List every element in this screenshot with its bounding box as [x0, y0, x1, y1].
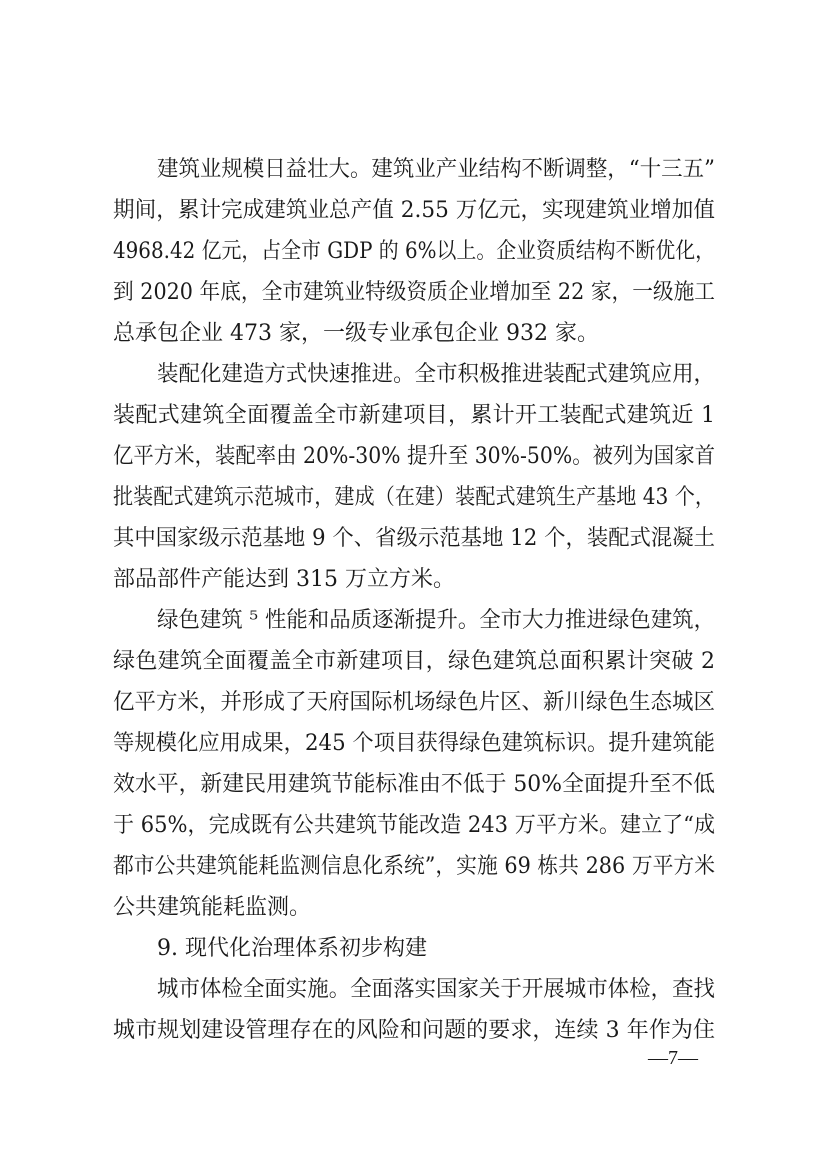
text-line-4: 到 2020 年底，全市建筑业特级资质企业增加至 22 家，一级施工: [113, 280, 715, 305]
section-heading: 9. 现代化治理体系初步构建: [157, 936, 427, 961]
text-line-6: 装配化建造方式快速推进。全市积极推进装配式建筑应用，: [157, 362, 715, 387]
text-line-5: 总承包企业 473 家，一级专业承包企业 932 家。: [113, 321, 599, 346]
text-line-15: 等规模化应用成果，245 个项目获得绿色建筑标识。提升建筑能: [113, 731, 715, 756]
text-line-17: 于 65%，完成既有公共建筑节能改造 243 万平方米。建立了“成: [113, 813, 715, 838]
text-line-2: 期间，累计完成建筑业总产值 2.55 万亿元，实现建筑业增加值: [113, 198, 715, 223]
text-line-11: 部品部件产能达到 315 万立方米。: [113, 567, 455, 592]
text-line-18: 都市公共建筑能耗监测信息化系统”，实施 69 栋共 286 万平方米: [113, 854, 715, 879]
text-line-16: 效水平，新建民用建筑节能标准由不低于 50%全面提升至不低: [113, 772, 715, 797]
text-line-12: 绿色建筑 ⁵ 性能和品质逐渐提升。全市大力推进绿色建筑，: [157, 608, 715, 633]
text-line-22: 城市规划建设管理存在的风险和问题的要求，连续 3 年作为住: [113, 1018, 716, 1043]
text-line-3: 4968.42 亿元，占全市 GDP 的 6%以上。企业资质结构不断优化，: [113, 239, 715, 264]
text-line-10: 其中国家级示范基地 9 个、省级示范基地 12 个，装配式混凝土: [113, 526, 715, 551]
text-line-14: 亿平方米，并形成了天府国际机场绿色片区、新川绿色生态城区: [113, 690, 715, 715]
text-line-8: 亿平方米，装配率由 20%-30% 提升至 30%-50%。被列为国家首: [113, 444, 715, 469]
page-number: —7—: [648, 1047, 698, 1069]
text-line-9: 批装配式建筑示范城市，建成（在建）装配式建筑生产基地 43 个，: [113, 485, 715, 510]
text-line-19: 公共建筑能耗监测。: [113, 895, 312, 920]
text-line-1: 建筑业规模日益壮大。建筑业产业结构不断调整，“十三五”: [157, 157, 715, 182]
text-line-13: 绿色建筑全面覆盖全市新建项目，绿色建筑总面积累计突破 2: [113, 649, 716, 674]
text-line-7: 装配式建筑全面覆盖全市新建项目，累计开工装配式建筑近 1: [113, 403, 716, 428]
text-line-21: 城市体检全面实施。全面落实国家关于开展城市体检，查找: [157, 977, 715, 1002]
